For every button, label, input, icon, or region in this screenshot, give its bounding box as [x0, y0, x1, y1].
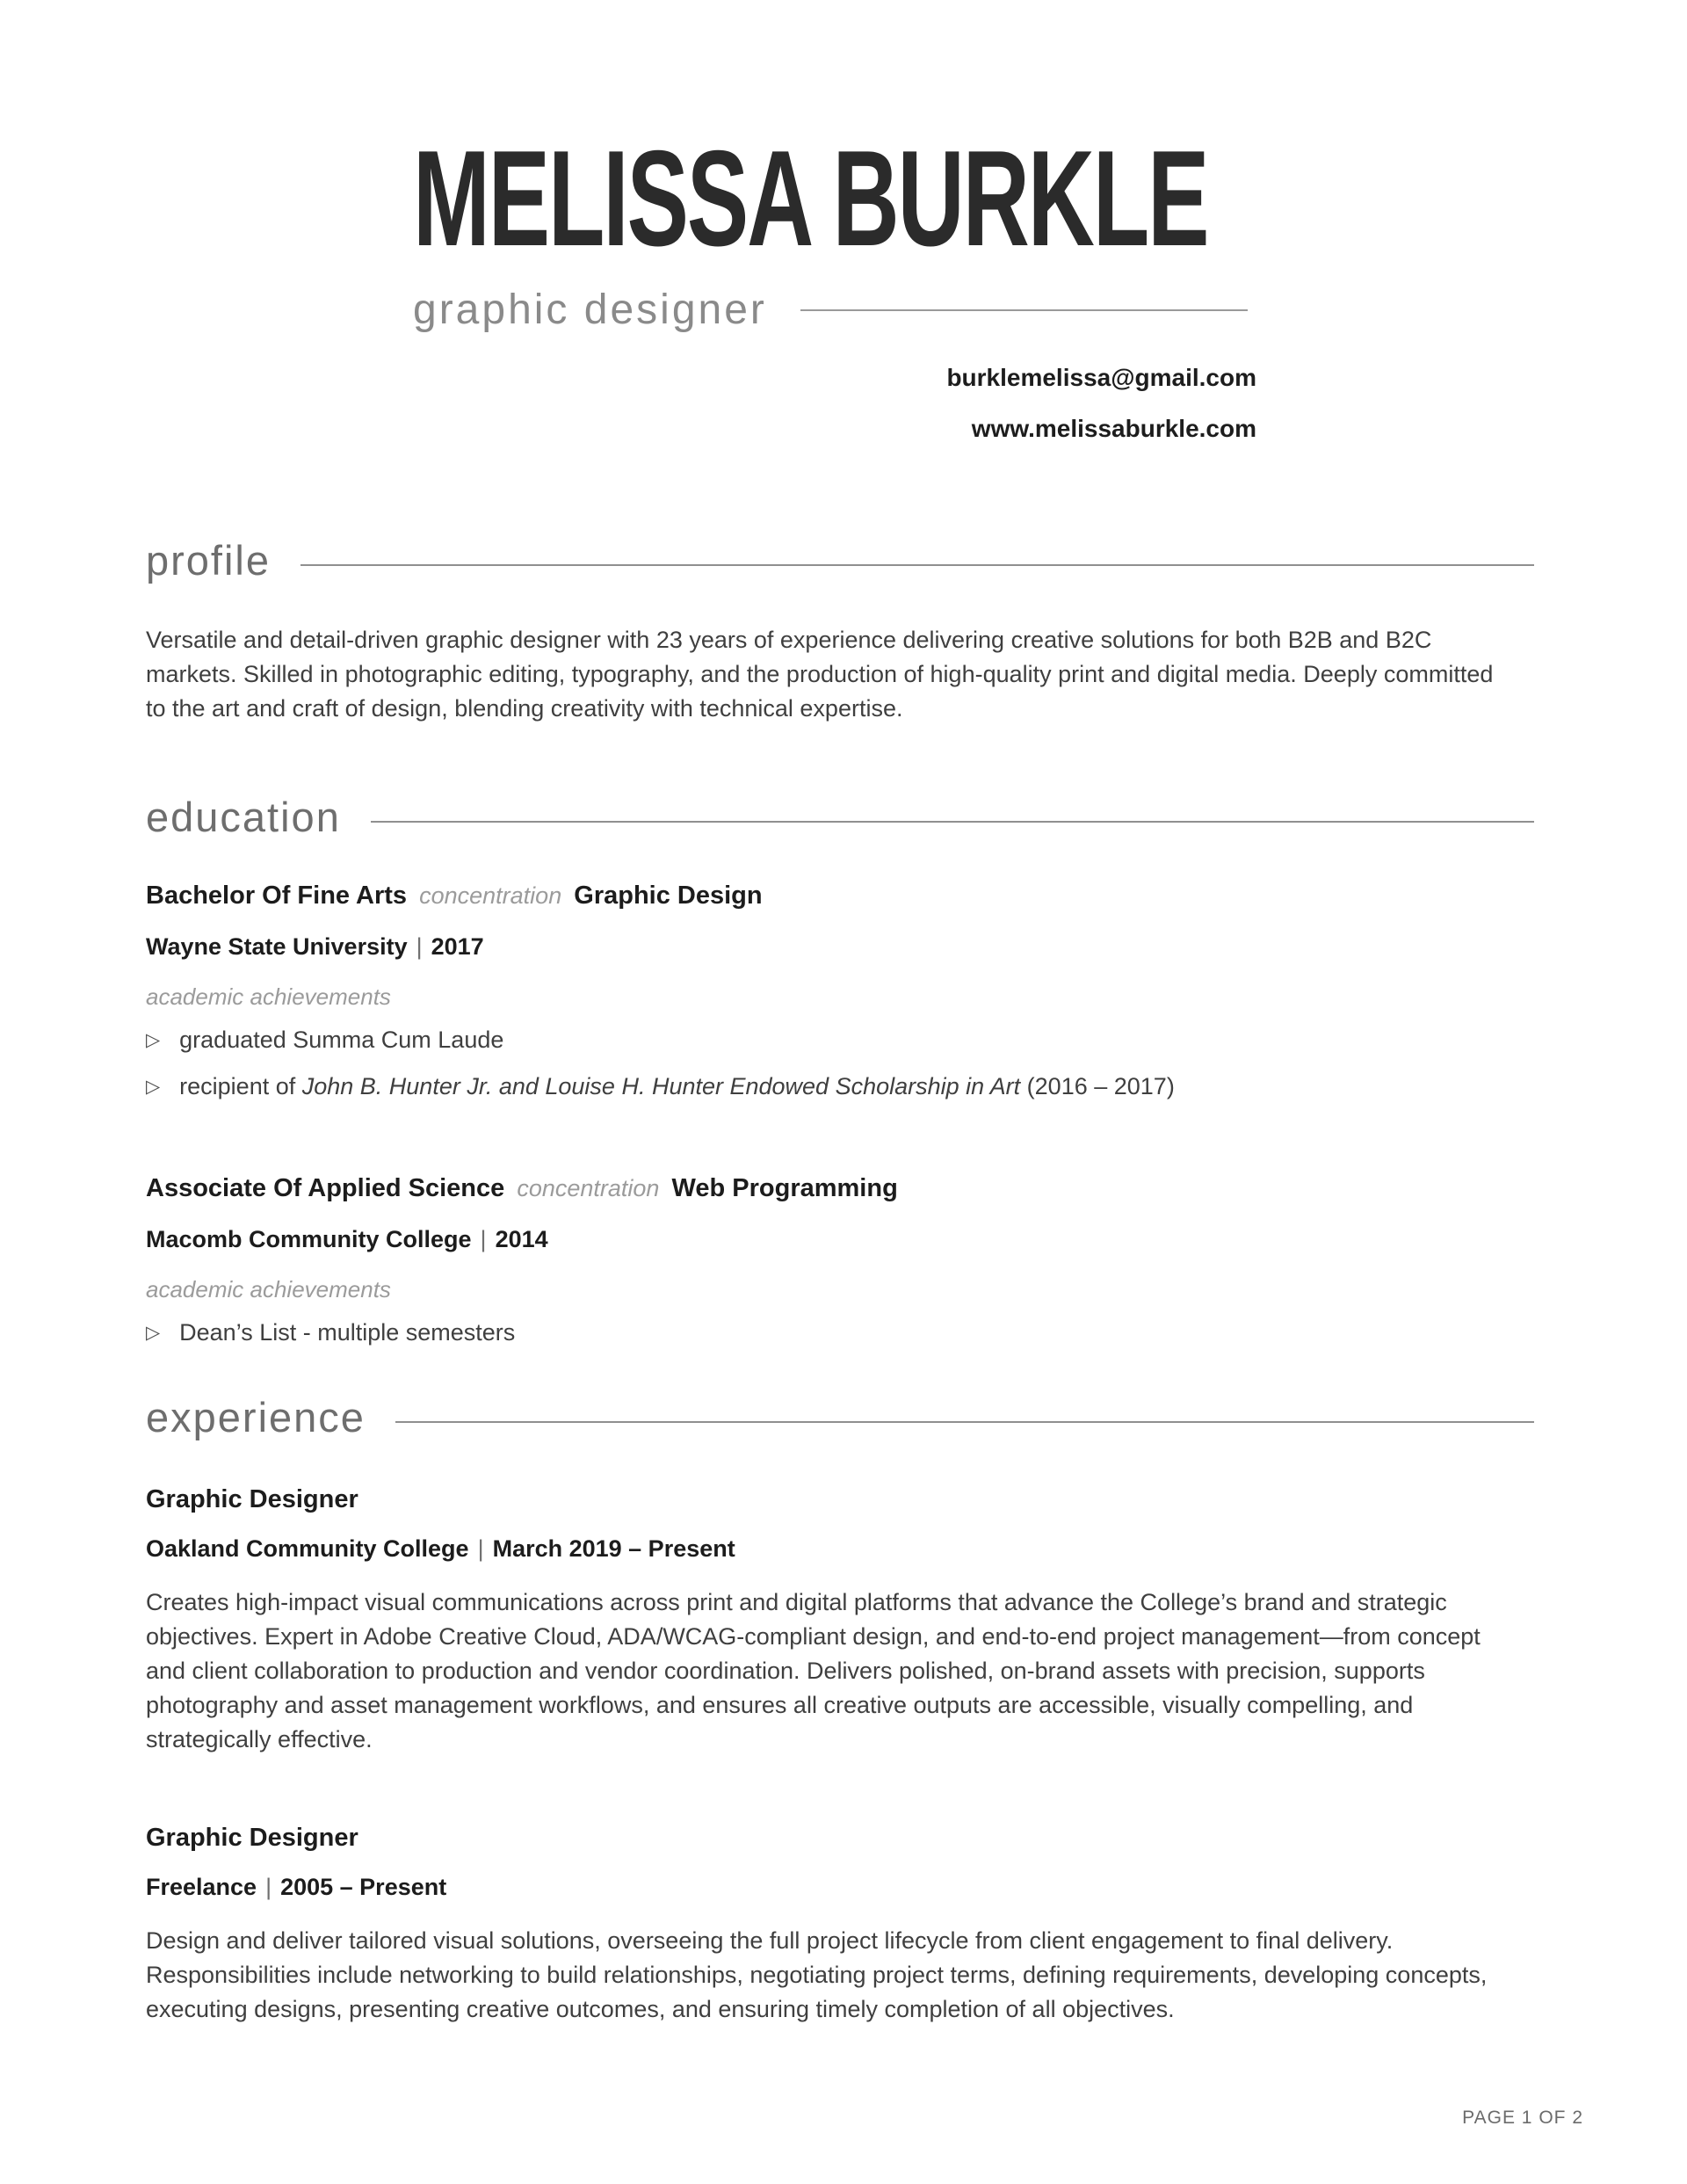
experience-entry: [146, 1485, 1534, 1757]
profile-section-header: [146, 536, 1534, 584]
concentration-label: concentration: [517, 1175, 660, 1201]
triangle-bullet-icon: ▷: [146, 1030, 161, 1050]
education-entry: [146, 1174, 1534, 1352]
pipe-separator: |: [480, 1226, 487, 1252]
education-section: [146, 793, 1534, 1352]
concentration-label: concentration: [419, 882, 562, 909]
experience-entry: [146, 1824, 1534, 2027]
name-heading: MELISSA BURKLE: [413, 122, 1208, 274]
list-item: [146, 1070, 1534, 1106]
employer-line: [146, 1535, 1534, 1563]
job-title: graphic designer: [413, 287, 767, 333]
experience-section: [146, 1393, 1534, 2027]
institution-name: Wayne State University: [146, 933, 408, 960]
employer-name: Oakland Community College: [146, 1535, 469, 1562]
email-text: burklemelissa@gmail.com: [946, 364, 1256, 391]
achievements-label: academic achievements: [146, 1276, 391, 1302]
job-description: Creates high-impact visual communications across print and digital platforms that advance the College’s brand and strategic objectives. Expert in Adobe Creative Cloud, ADA/WCAG-compliant design, and end-to-end project management—from concept and client collaboration to production and vendor coordination. Delivers polished, on-brand assets with precision, supports photography and asset management workflows, and ensures all creative outputs are accessible, visually compelling, and strategically effective.: [146, 1589, 1481, 1752]
list-item: [146, 1316, 1534, 1352]
degree-name: Associate Of Applied Science: [146, 1174, 505, 1202]
triangle-bullet-icon: ▷: [146, 1323, 161, 1343]
concentration-value: Graphic Design: [574, 882, 763, 910]
employment-dates: 2005 – Present: [280, 1874, 447, 1900]
education-section-header: [146, 793, 1534, 841]
pipe-separator: |: [416, 933, 423, 960]
institution-line: [146, 933, 1534, 961]
education-entry: [146, 882, 1534, 1106]
graduation-year: 2014: [495, 1226, 548, 1252]
bullet-text: graduated Summa Cum Laude: [179, 1027, 504, 1053]
experience-heading: experience: [146, 1394, 366, 1440]
website-text: www.melissaburkle.com: [971, 415, 1256, 442]
graduation-year: 2017: [431, 933, 484, 960]
pipe-separator: |: [265, 1874, 272, 1900]
degree-name: Bachelor Of Fine Arts: [146, 882, 408, 910]
achievements-list: [146, 1316, 1534, 1352]
list-item: [146, 1023, 1534, 1059]
profile-section: [146, 536, 1534, 726]
bullet-text: Dean’s List - multiple semesters: [179, 1319, 516, 1346]
job-role-title: Graphic Designer: [146, 1824, 358, 1852]
employment-dates: March 2019 – Present: [492, 1535, 735, 1562]
profile-paragraph: Versatile and detail-driven graphic designer with 23 years of experience delivering creative solutions for both B2B and B2C markets. Skilled in photographic editing, typography, and the production of high-quality print and digital media. Deeply committed to the art and craft of design, blending creativity with technical expertise.: [146, 627, 1494, 722]
header: [413, 122, 1256, 466]
triangle-bullet-icon: ▷: [146, 1077, 161, 1097]
institution-name: Macomb Community College: [146, 1226, 472, 1252]
section-divider-line: [300, 564, 1534, 566]
degree-line: [146, 882, 1534, 911]
employer-name: Freelance: [146, 1874, 257, 1900]
experience-section-header: [146, 1393, 1534, 1441]
page-number: PAGE 1 OF 2: [1462, 2108, 1583, 2128]
institution-line: [146, 1226, 1534, 1253]
profile-heading: profile: [146, 537, 272, 584]
job-title-row: [413, 286, 1256, 334]
degree-line: [146, 1174, 1534, 1203]
employer-line: [146, 1874, 1534, 1901]
job-description: Design and deliver tailored visual solutions, overseeing the full project lifecycle from client engagement to final delivery. Responsibilities include networking to build relationships, negotiating project terms, defining requirements, developing concepts, executing designs, presenting creative outcomes, and ensuring timely completion of all objectives.: [146, 1927, 1488, 2022]
section-divider-line: [371, 821, 1534, 823]
achievements-label: academic achievements: [146, 983, 391, 1010]
pipe-separator: |: [477, 1535, 484, 1562]
education-heading: education: [146, 794, 341, 840]
title-divider-line: [800, 309, 1248, 311]
job-role-title: Graphic Designer: [146, 1485, 358, 1513]
contact-block: [413, 364, 1256, 443]
section-divider-line: [395, 1421, 1534, 1423]
achievements-list: [146, 1023, 1534, 1106]
bullet-text: recipient of John B. Hunter Jr. and Louise H. Hunter Endowed Scholarship in Art (2016 – 2017): [179, 1073, 1175, 1099]
concentration-value: Web Programming: [671, 1174, 898, 1202]
